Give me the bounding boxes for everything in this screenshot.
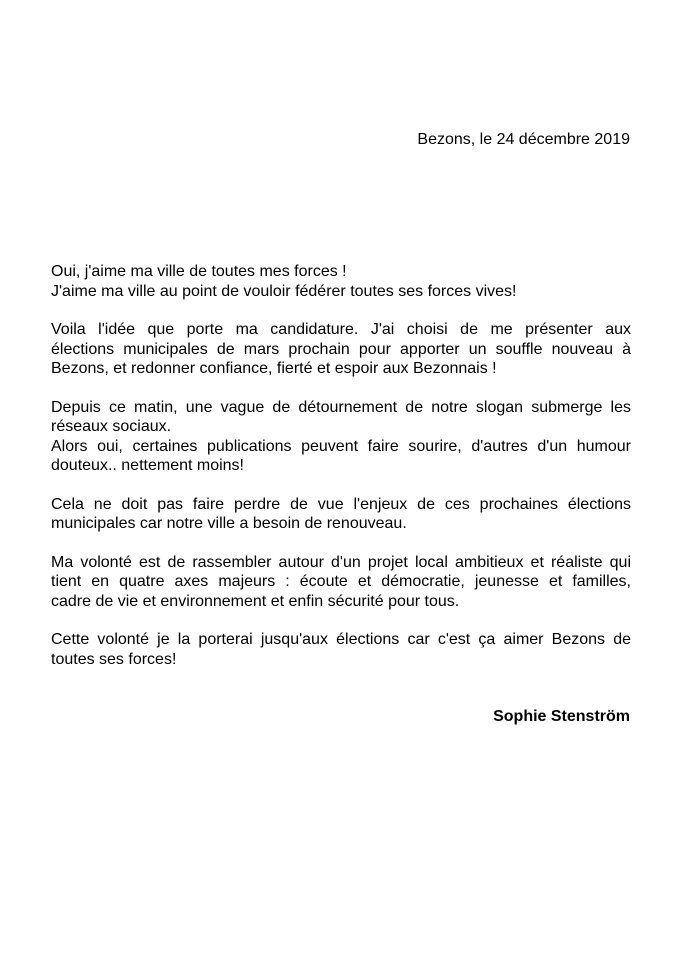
- paragraph-line: J'aime ma ville au point de vouloir fédérer toutes ses forces vives!: [51, 282, 517, 300]
- paragraph-line: Oui, j'aime ma ville de toutes mes forces !: [51, 263, 347, 280]
- paragraph-line: Alors oui, certaines publications peuvent faire sourire, d'autres d'un humour: [51, 437, 631, 455]
- paragraph-line: Bezons, et redonner confiance, fierté et espoir aux Bezonnais !: [51, 360, 497, 377]
- letter-body: [51, 262, 631, 688]
- paragraph-line: cadre de vie et environnement et enfin sécurité pour tous.: [51, 592, 460, 610]
- paragraph-line: Depuis ce matin, une vague de détournement de notre slogan submerge les: [51, 398, 631, 416]
- paragraph-6: [51, 630, 631, 669]
- paragraph-3: [51, 398, 631, 476]
- paragraph-line: élections municipales de mars prochain pour apporter un souffle nouveau à: [51, 340, 631, 358]
- paragraph-2: [51, 320, 631, 379]
- paragraph-1: [51, 262, 631, 301]
- signature: Sophie Stenström: [493, 708, 630, 725]
- paragraph-line: Cela ne doit pas faire perdre de vue l'enjeux de ces prochaines élections: [51, 495, 631, 513]
- paragraph-4: [51, 495, 631, 534]
- paragraph-line: municipales car notre ville a besoin de renouveau.: [51, 515, 407, 532]
- paragraph-line: Cette volonté je la porterai jusqu'aux élections car c'est ça aimer Bezons de: [51, 631, 631, 648]
- paragraph-line: toutes ses forces!: [51, 650, 177, 668]
- paragraph-line: réseaux sociaux.: [51, 418, 172, 435]
- date-line: Bezons, le 24 décembre 2019: [417, 131, 630, 148]
- paragraph-line: tient en quatre axes majeurs : écoute et démocratie, jeunesse et familles,: [51, 573, 631, 590]
- paragraph-5: [51, 553, 631, 612]
- paragraph-line: Ma volonté est de rassembler autour d'un projet local ambitieux et réaliste qui: [51, 553, 631, 571]
- paragraph-line: douteux.. nettement moins!: [51, 457, 244, 474]
- paragraph-line: Voila l'idée que porte ma candidature. J'ai choisi de me présenter aux: [51, 321, 631, 338]
